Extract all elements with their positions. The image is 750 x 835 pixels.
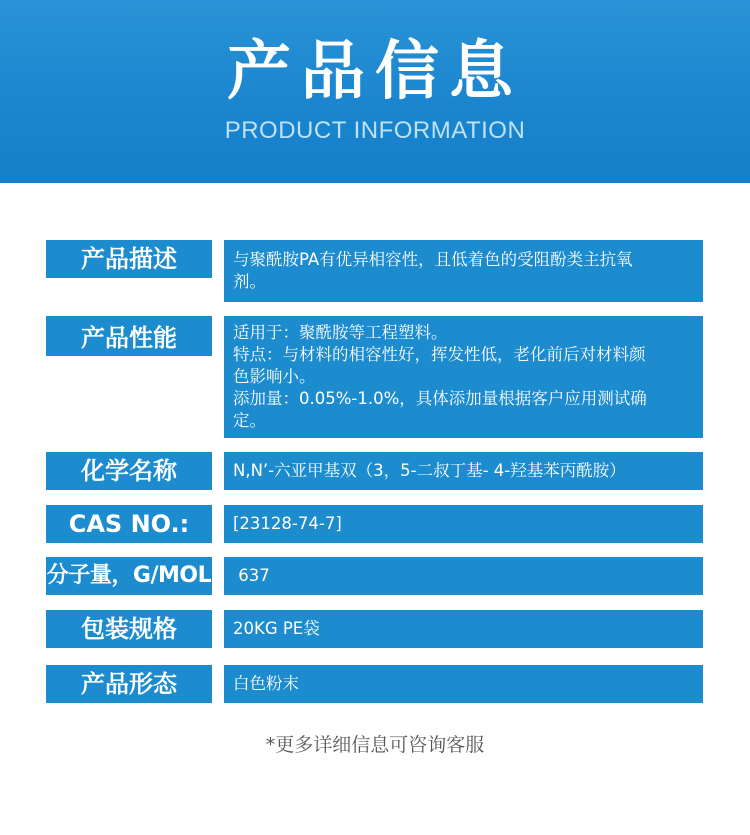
row-value [224,610,703,648]
value-line: 适用于：聚酰胺等工程塑料。 [233,323,448,342]
row-label: 产品性能 [46,316,212,356]
info-row-molecular-weight [46,557,703,595]
value-line: N,N’-六亚甲基双（3，5-二叔丁基- 4-羟基苯丙酰胺） [233,461,626,480]
row-value [224,665,703,703]
info-row-form [46,665,703,703]
value-line: 特点：与材料的相容性好，挥发性低，老化前后对材料颜 [233,345,646,364]
info-row-performance [46,316,703,438]
value-line: 与聚酰胺PA有优异相容性，且低着色的受阻酚类主抗氧 [233,250,633,269]
info-row-chemical-name [46,452,703,490]
value-line: 添加量：0.05%-1.0%，具体添加量根据客户应用测试确 [233,389,647,408]
row-label: CAS NO.: [46,505,212,543]
value-line: 637 [233,566,270,585]
info-row-packaging [46,610,703,648]
row-label: 产品形态 [46,665,212,703]
row-label: 产品描述 [46,240,212,278]
value-line: 20KG PE袋 [233,619,320,638]
value-line: 剂。 [233,272,266,291]
row-label: 化学名称 [46,452,212,490]
value-line: 定。 [233,411,266,430]
page-subtitle: PRODUCT INFORMATION [224,117,526,144]
info-row-cas [46,505,703,543]
row-label: 分子量，G/MOL [46,557,212,595]
value-line: 色影响小。 [233,367,316,386]
value-line: [23128-74-7] [233,514,342,533]
footer-note: *更多详细信息可咨询客服 [265,734,485,756]
value-line: 白色粉末 [233,674,299,693]
info-row-description [46,240,703,302]
row-value [224,316,703,438]
page-title: 产品信息 [227,35,523,109]
row-value [224,452,703,490]
row-value [224,505,703,543]
row-value [224,240,703,302]
header-banner [0,0,750,183]
row-label: 包装规格 [46,610,212,648]
row-value [224,557,703,595]
